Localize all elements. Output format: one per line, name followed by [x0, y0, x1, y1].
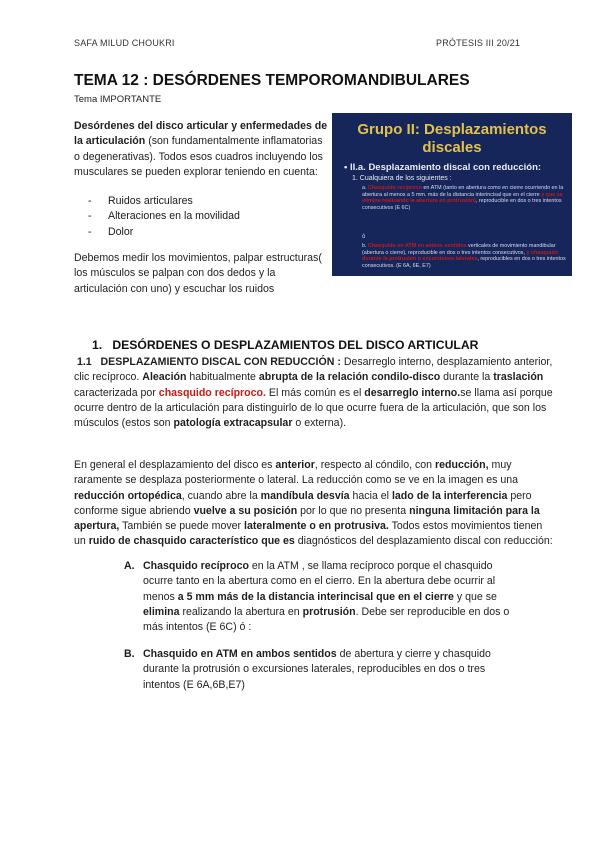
- slide-item-a: [362, 185, 567, 212]
- bold-term: reducción ortopédica: [74, 489, 182, 502]
- item-b: [143, 647, 523, 693]
- page-subtitle: Tema IMPORTANTE: [74, 94, 162, 105]
- item-a-letter: A.: [124, 560, 135, 572]
- text: muy raramente se desplaza posteriormente o lateral. La reducción como se ve en la imagen es una: [74, 459, 519, 487]
- bold-term: Aleación: [142, 371, 187, 384]
- text: Desarreglo interno, desplazamiento anterior, clic recíproco.: [74, 356, 553, 384]
- subsection-title: DESPLAZAMIENTO DISCAL CON REDUCCIÓN :: [100, 356, 341, 368]
- exploration-list: [88, 194, 318, 240]
- section-heading: [92, 338, 478, 352]
- text: se llama así porque ocurre dentro de la articulación para distinguirlo de lo que ocurre fuera de la articulación, que son los músculos (estos son: [74, 386, 553, 430]
- bold-term: anterior: [275, 459, 315, 471]
- item-a: [143, 559, 523, 635]
- intro-rest: (son fundamentalmente inflamatorias o degenerativas). Todos esos cuadros incluyendo los musculares se pueden explorar teniendo en cuenta:: [74, 135, 323, 178]
- slide-item-a-red: Chasquido recíproco: [368, 185, 422, 191]
- text: habitualmente: [186, 371, 259, 384]
- text: por lo que no presenta: [297, 504, 410, 517]
- text: de abertura y cierre y chasquido durante la protrusión o excursiones laterales, reproducibles en dos o tres intentos (E 6A,6B,E7): [143, 648, 491, 691]
- bold-term: abrupta de la relación condilo-disco: [258, 371, 441, 384]
- bold-term: ninguna limitación para la apertura,: [74, 504, 540, 533]
- slide-item-b: [362, 243, 567, 270]
- slide-or: ó: [362, 234, 366, 240]
- slide-title: [332, 121, 572, 157]
- bold-term: patología extracapsular: [173, 417, 293, 430]
- slide-title-line2: discales: [422, 139, 482, 156]
- bold-term: traslación: [493, 371, 544, 384]
- intro-paragraph: [74, 119, 329, 180]
- bold-term: a 5 mm más de la distancia interincisal que en el cierre: [177, 590, 454, 603]
- slide-item-a-text: en ATM (tanto en abertura como en cierre ocurriendo en la abertura al menos a 5 mm. más de la distancia interincisal que en el cierre: [362, 185, 564, 198]
- bold-term: vuelve a su posición: [193, 504, 298, 517]
- slide-item-b-text: verticales de movimiento mandibular (abertura o cierre), reproducible en dos o tres intentos consecutivos,: [362, 243, 556, 256]
- slide-item-b-red: y chasquido durante la protrusión o excursiones laterales: [362, 249, 558, 263]
- text: o externa).: [292, 417, 347, 430]
- bold-term: Chasquido en ATM en ambos sentidos: [143, 648, 337, 660]
- slide-item-a-text: a.: [362, 185, 368, 191]
- text: , respecto al cóndilo, con: [314, 459, 435, 471]
- bold-term: reducción,: [435, 459, 489, 471]
- text: En general el desplazamiento del disco es: [74, 459, 276, 471]
- text: durante la: [440, 371, 494, 384]
- bold-term: elimina: [143, 605, 180, 618]
- text: pero conforme sigue abriendo: [74, 489, 532, 517]
- item-b-letter: B.: [124, 648, 135, 660]
- list-item: - Dolor: [88, 225, 318, 240]
- bold-term: lado de la interferencia: [391, 489, 508, 502]
- slide-item-b-red: Chasquido en ATM en ambos sentidos: [368, 243, 467, 249]
- bold-term: ruido de chasquido característico que es: [88, 535, 295, 548]
- text: hacia el: [349, 489, 392, 502]
- paragraph-2: [74, 458, 554, 550]
- list-item: - Ruidos articulares: [88, 194, 318, 209]
- text: y que se: [453, 590, 497, 603]
- list-item: - Alteraciones en la movilidad: [88, 209, 318, 224]
- page-title: TEMA 12 : DESÓRDENES TEMPOROMANDIBULARES: [74, 72, 470, 89]
- text: . Debe ser reproducible en dos o más intentos (E 6C) ó :: [143, 605, 510, 634]
- text: realizando la abertura en: [179, 605, 303, 618]
- bold-term: lateralmente o en protrusiva.: [244, 520, 389, 533]
- slide-subheading: 1. Cualquiera de los siguientes :: [352, 175, 452, 182]
- text: en la ATM , se llama recíproco porque el chasquido ocurre tanto en la abertura como en el cierro. En la abertura debe ocurrir al menos: [143, 560, 496, 603]
- paragraph-1: [74, 355, 554, 431]
- slide-item-a-text: , reproducible en dos o tres intentos consecutivos (E 6C): [362, 198, 562, 212]
- bold-term: mandíbula desvía: [260, 489, 350, 502]
- intro-bold-lead: Desórdenes del disco articular y enfermedades de la articulación: [74, 120, 328, 148]
- section-title: DESÓRDENES O DESPLAZAMIENTOS DEL DISCO ARTICULAR: [112, 338, 479, 352]
- text: También se puede mover: [119, 520, 244, 533]
- bold-term: desarreglo interno.: [364, 386, 461, 399]
- bold-term: protrusión: [302, 605, 356, 618]
- slide-item-a-red: y que se elimina realizando la abertura en protrusión): [362, 191, 563, 205]
- text: Todos estos movimientos tienen un: [74, 520, 543, 548]
- red-term: chasquido recíproco.: [158, 386, 266, 399]
- slide-image: [332, 113, 572, 276]
- slide-title-line1: Grupo II: Desplazamientos: [357, 121, 547, 138]
- slide-item-b-text: , reproducibles en dos o tres intentos consecutivos. (E 6A, 6E, E7): [362, 256, 566, 270]
- text: , cuando abre la: [181, 489, 261, 502]
- header-author: SAFA MILUD CHOUKRI: [74, 38, 175, 48]
- slide-item-b-text: b.: [362, 243, 368, 249]
- section-number: 1.: [92, 338, 103, 352]
- bold-term: Chasquido recíproco: [143, 560, 249, 572]
- header-course: PRÓTESIS III 20/21: [436, 38, 521, 48]
- text: caracterizada por: [74, 386, 159, 399]
- text: El más común es el: [265, 386, 365, 399]
- measure-paragraph: Debemos medir los movimientos, palpar estructuras( los músculos se palpan con dos dedos y la articulación con uno) y escuchar los ruidos: [74, 252, 322, 295]
- subsection-number: 1.1: [76, 356, 92, 368]
- slide-heading: • II.a. Desplazamiento discal con reducción:: [344, 162, 542, 173]
- text: diagnósticos del desplazamiento discal con reducción:: [294, 535, 553, 548]
